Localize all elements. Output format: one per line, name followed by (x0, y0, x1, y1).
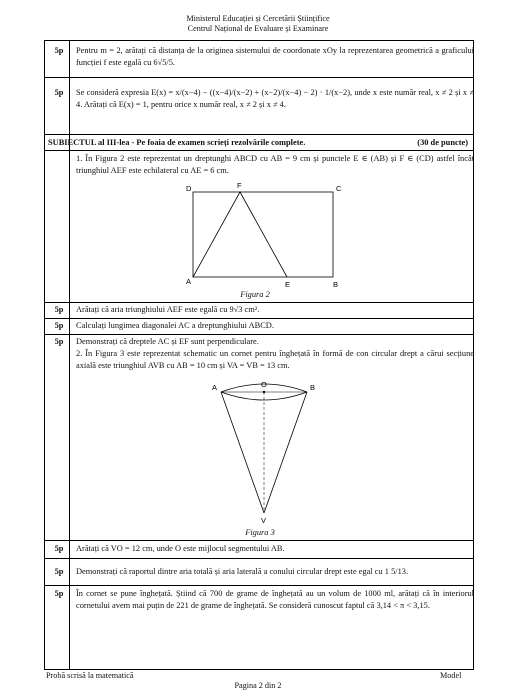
problem-2c (44, 588, 474, 628)
label-b: B (310, 383, 316, 392)
page-header (0, 14, 516, 34)
item-5 (44, 87, 474, 127)
item-points: 5p (54, 589, 64, 598)
generator-va (221, 392, 264, 513)
item-text: În cornet se pune înghețată. Știind că 700 de grame de înghețată au un volum de 1000 ml, arătați că în interiorul cornetului avem mai puțin de 221 de grame de înghețată. Se consideră cunoscut faptul că 3,14 < π < 3,15. (76, 589, 474, 610)
label-a: A (186, 277, 192, 286)
figure-2-rectangle (176, 180, 346, 290)
label-b: B (333, 280, 339, 289)
separator (44, 558, 474, 559)
figure-3-cone (204, 378, 324, 528)
section-points: (30 de puncte) (417, 138, 468, 147)
separator (44, 318, 474, 319)
item-points: 5p (54, 88, 64, 97)
item-text: Arătați că VO = 12 cm, unde O este mijlocul segmentului AB. (76, 544, 285, 553)
section-title-text: SUBIECTUL al III-lea - Pe foaia de examen scrieți rezolvările complete. (48, 138, 306, 147)
problem-2b (44, 566, 474, 580)
item-text: Arătați că aria triunghiului AEF este egală cu 9√3 cm². (76, 305, 260, 314)
label-o: O (261, 380, 267, 389)
footer-page-number: Pagina 2 din 2 (234, 681, 282, 690)
triangle-aef (193, 192, 287, 277)
problem-2-text: 2. În Figura 3 este reprezentat schematic un cornet pentru înghețată în formă de con circular drept a cărui secțiune axială este triunghiul AVB cu AB = 10 cm și VA = VB = 13 cm. (76, 349, 474, 370)
problem-2 (44, 348, 474, 374)
problem-1 (44, 153, 474, 179)
label-v: V (261, 516, 267, 525)
problem-1c (44, 336, 474, 348)
problem-1b (44, 320, 474, 332)
label-e: E (285, 280, 291, 289)
rectangle-abcd (193, 192, 333, 277)
item-text: Demonstrați că raportul dintre aria totală și aria laterală a conului circular drept este egal cu 1 5/13. (76, 567, 409, 576)
separator (44, 134, 474, 135)
item-text: Se consideră expresia E(x) = x/(x−4) − ((x−4)/(x−2) + (x−2)/(x−4) − 2) · 1/(x−2), unde x este număr real, x ≠ 2 și x ≠ 4. Arătați că E(x) = 1, pentru orice x număr real, x ≠ 2 și x ≠ 4. (76, 88, 474, 109)
item-points: 5p (54, 567, 64, 576)
item-points: 5p (54, 321, 64, 330)
item-text: Calculați lungimea diagonalei AC a dreptunghiului ABCD. (76, 321, 274, 330)
header-line1: Ministerul Educației și Cercetării Științifice (186, 14, 330, 23)
separator (44, 334, 474, 335)
generator-vb (264, 392, 307, 513)
footer-separator (44, 669, 474, 670)
separator (44, 585, 474, 586)
item-points: 5p (54, 46, 64, 55)
problem-1a (44, 304, 474, 316)
item-text: Demonstrați că dreptele AC și EF sunt perpendiculare. (76, 337, 259, 346)
item-points: 5p (54, 337, 64, 346)
problem-1-text: 1. În Figura 2 este reprezentat un dreptunghi ABCD cu AB = 9 cm și punctele E ∈ (AB) și F ∈ (CD) astfel încât triunghiul AEF este echilateral cu AE = 6 cm. (76, 154, 474, 175)
header-line2: Centrul Național de Evaluare și Examinare (187, 24, 329, 33)
label-c: C (336, 184, 342, 193)
separator (44, 302, 474, 303)
footer-left: Probă scrisă la matematică (46, 671, 134, 680)
item-points: 5p (54, 305, 64, 314)
separator (44, 150, 474, 151)
label-d: D (186, 184, 192, 193)
footer-right: Model (440, 671, 462, 680)
separator (44, 77, 474, 78)
separator (44, 540, 474, 541)
figure-2-caption: Figura 2 (240, 290, 270, 299)
label-f: F (237, 181, 242, 190)
item-points: 5p (54, 544, 64, 553)
item-4b (44, 45, 474, 71)
item-text: Pentru m = 2, arătați că distanța de la originea sistemului de coordonate xOy la reprezentarea geometrică a graficului funcției f este egală cu 6√5/5. (76, 46, 474, 67)
problem-2a (44, 543, 474, 555)
section-title (48, 138, 468, 147)
label-a: A (212, 383, 218, 392)
center-point-o (263, 391, 265, 393)
figure-3-caption: Figura 3 (245, 528, 275, 537)
